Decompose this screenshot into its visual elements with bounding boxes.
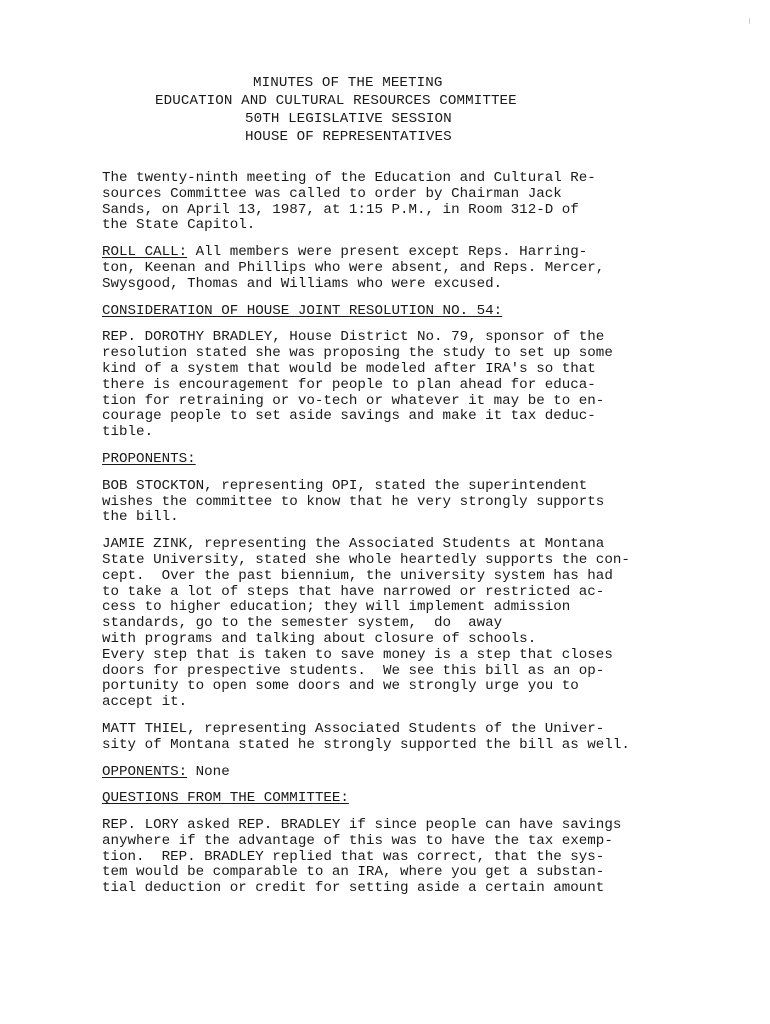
text-line: the State Capitol. xyxy=(102,217,256,234)
text-line: Sands, on April 13, 1987, at 1:15 P.M., in Room 312-D of xyxy=(102,201,579,218)
questions-heading-block xyxy=(102,791,742,807)
header-committee: EDUCATION AND CULTURAL RESOURCES COMMITTEE xyxy=(155,93,517,109)
text-line: with programs and talking about closure of schools. xyxy=(102,630,537,647)
stockton-paragraph xyxy=(102,479,742,526)
header-session: 50TH LEGISLATIVE SESSION xyxy=(245,111,452,127)
lory-paragraph xyxy=(102,818,742,897)
text-line: cept. Over the past biennium, the university system has had xyxy=(102,567,613,584)
text-line: there is encouragement for people to plan ahead for educa- xyxy=(102,376,596,393)
text-line: wishes the committee to know that he very strongly supports xyxy=(102,493,605,510)
text-line: All members were present except Reps. Harring- xyxy=(187,244,588,261)
text-line: kind of a system that would be modeled after IRA's so that xyxy=(102,360,596,377)
text-line: the bill. xyxy=(102,509,179,526)
text-line: Swysgood, Thomas and Williams who were excused. xyxy=(102,275,503,292)
questions-heading: QUESTIONS FROM THE COMMITTEE: xyxy=(102,790,349,807)
proponents-heading: PROPONENTS: xyxy=(102,450,196,467)
text-line: anywhere if the advantage of this was to have the tax exemp- xyxy=(102,832,613,849)
text-line: tion for retraining or vo-tech or whatever it may be to en- xyxy=(102,392,605,409)
proponents-heading-block xyxy=(102,452,742,468)
text-line: accept it. xyxy=(102,694,188,711)
text-line: sources Committee was called to order by Chairman Jack xyxy=(102,185,562,202)
text-line: resolution stated she was proposing the study to set up some xyxy=(102,345,613,362)
text-line: BOB STOCKTON, representing OPI, stated the superintendent xyxy=(102,477,588,494)
text-line: tem would be comparable to an IRA, where you get a substan- xyxy=(102,864,605,881)
text-line: The twenty-ninth meeting of the Education and Cultural Re- xyxy=(102,170,596,186)
text-line: courage people to set aside savings and make it tax deduc- xyxy=(102,408,596,425)
text-line: Every step that is taken to save money is a step that closes xyxy=(102,646,613,663)
header-title: MINUTES OF THE MEETING xyxy=(253,75,443,91)
text-line: MATT THIEL, representing Associated Students of the Univer- xyxy=(102,720,605,737)
consideration-heading: CONSIDERATION OF HOUSE JOINT RESOLUTION NO. 54: xyxy=(102,302,503,319)
opponents-value: None xyxy=(187,763,230,780)
opponents-line xyxy=(102,765,742,781)
text-line: tion. REP. BRADLEY replied that was correct, that the sys- xyxy=(102,848,605,865)
text-line: State University, stated she whole heartedly supports the con- xyxy=(102,551,630,568)
text-line: portunity to open some doors and we strongly urge you to xyxy=(102,678,579,695)
thiel-paragraph xyxy=(102,722,742,754)
text-line: JAMIE ZINK, representing the Associated Students at Montana xyxy=(102,536,605,553)
intro-paragraph xyxy=(102,171,742,234)
document-header xyxy=(100,74,620,146)
text-line: doors for prespective students. We see this bill as an op- xyxy=(102,662,605,679)
zink-paragraph xyxy=(102,537,742,711)
roll-call-first-line xyxy=(102,245,742,261)
roll-call-paragraph xyxy=(102,245,742,292)
text-line: cess to higher education; they will implement admission xyxy=(102,599,571,616)
text-line: ton, Keenan and Phillips who were absent, and Reps. Mercer, xyxy=(102,259,605,276)
text-line: tible. xyxy=(102,424,154,441)
header-house: HOUSE OF REPRESENTATIVES xyxy=(245,129,452,145)
text-line: sity of Montana stated he strongly supported the bill as well. xyxy=(102,736,630,753)
text-line: REP. LORY asked REP. BRADLEY if since people can have savings xyxy=(102,817,622,834)
text-line: standards, go to the semester system, do away xyxy=(102,615,503,632)
opponents-block xyxy=(102,765,742,781)
text-line: tial deduction or credit for setting aside a certain amount xyxy=(102,880,605,897)
text-line: REP. DOROTHY BRADLEY, House District No. 79, sponsor of the xyxy=(102,329,605,346)
scan-mark xyxy=(749,18,750,24)
document-body xyxy=(102,171,742,908)
consideration-heading-block xyxy=(102,304,742,320)
roll-call-label: ROLL CALL: xyxy=(102,244,188,261)
text-line: to take a lot of steps that have narrowed or restricted ac- xyxy=(102,583,605,600)
bradley-paragraph xyxy=(102,330,742,441)
opponents-label: OPPONENTS: xyxy=(102,763,188,780)
